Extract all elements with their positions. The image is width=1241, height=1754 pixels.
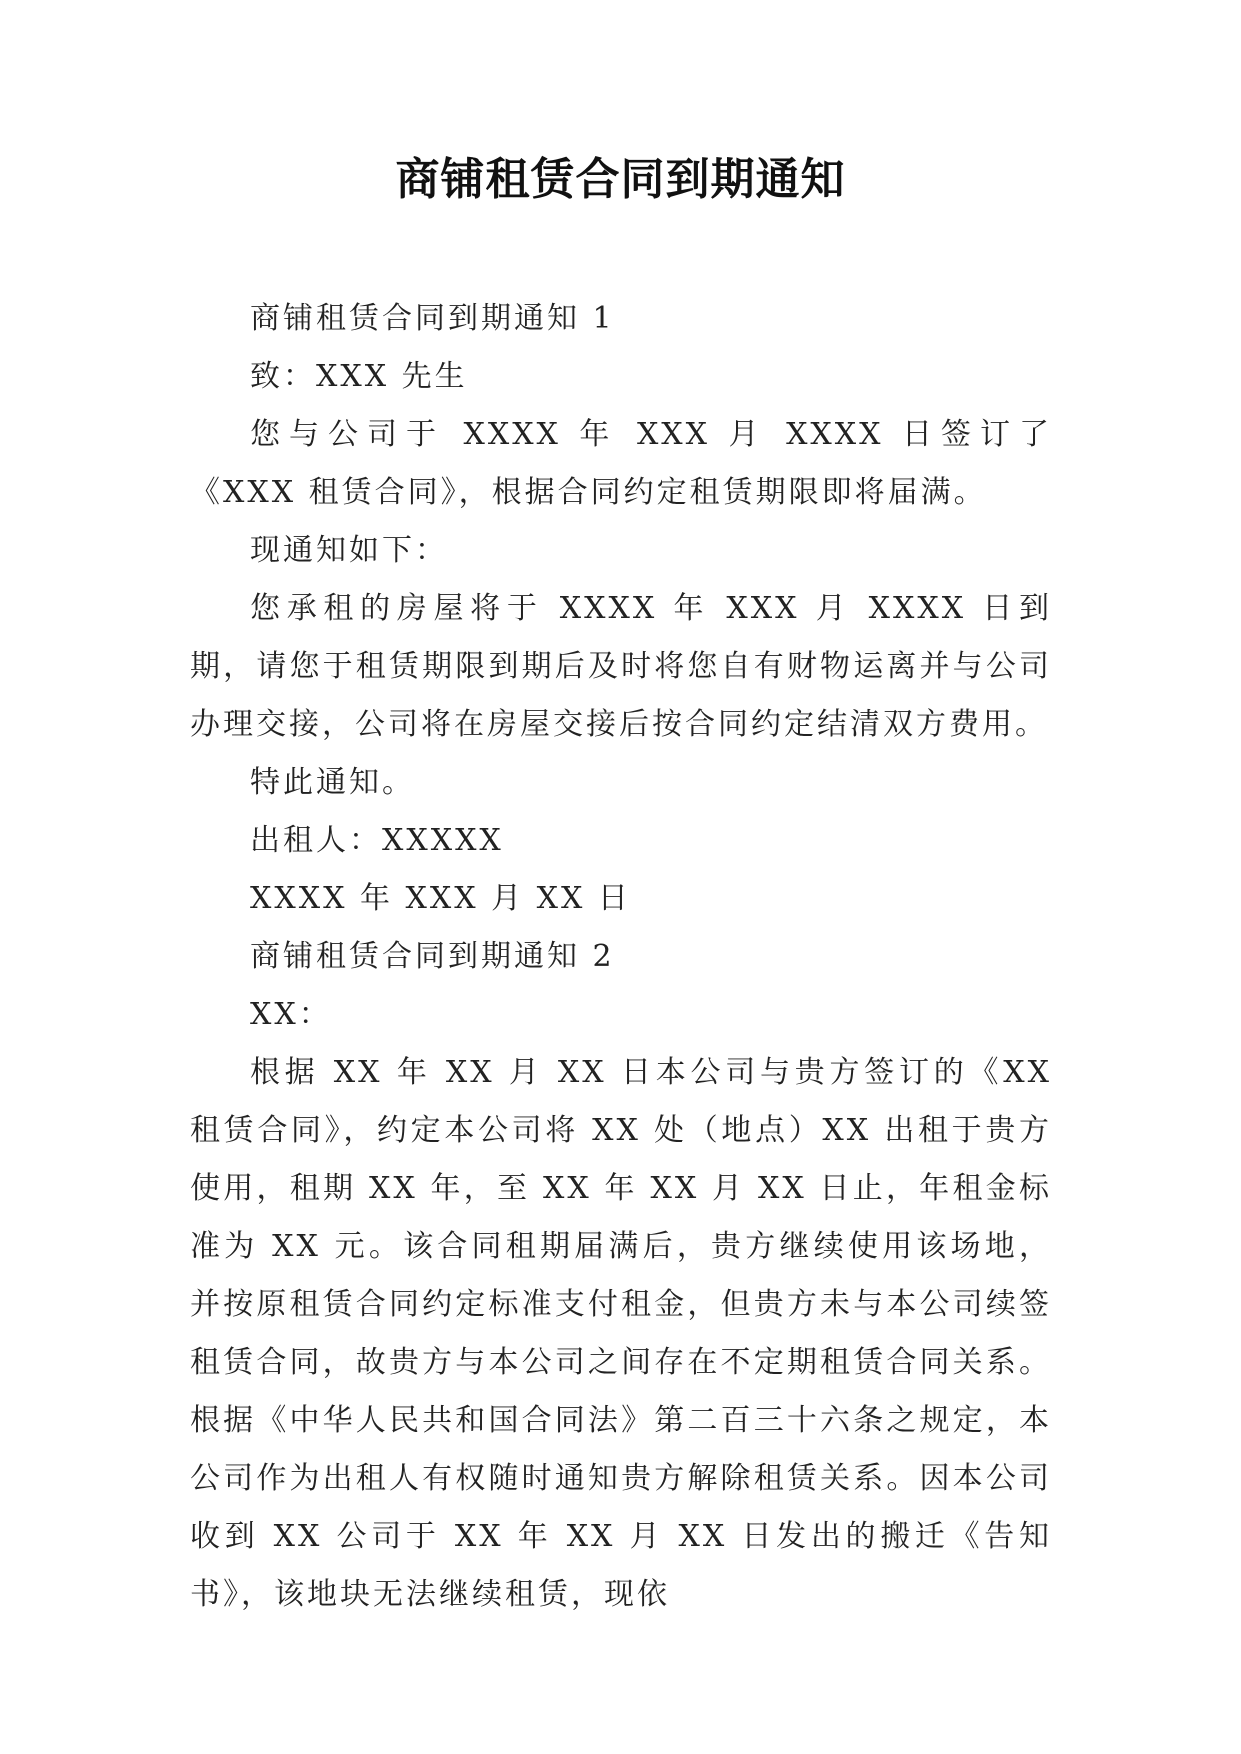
lessor-signature: 出租人：XXXXX	[250, 823, 504, 858]
notice-heading-2: 商铺租赁合同到期通知 2	[250, 939, 615, 974]
paragraph-expiry-details: 您承租的房屋将于 XXXX 年 XXX 月 XXXX 日到期，请您于租赁期限到期后及时将您自有财物运离并与公司办理交接，公司将在房屋交接后按合同约定结清双方费用。	[190, 591, 1052, 742]
notice-heading-1: 商铺租赁合同到期通知 1	[250, 301, 615, 336]
recipient-line-2: XX：	[250, 997, 332, 1032]
document-body	[190, 290, 1052, 1624]
document-title: 商铺租赁合同到期通知	[395, 154, 846, 205]
paragraph-notice-intro: 现通知如下：	[250, 533, 448, 568]
recipient-line: 致：XXX 先生	[250, 359, 468, 394]
paragraph-closing: 特此通知。	[250, 765, 415, 800]
paragraph-termination-details: 根据 XX 年 XX 月 XX 日本公司与贵方签订的《XX 租赁合同》，约定本公司将 XX 处（地点）XX 出租于贵方使用，租期 XX 年，至 XX 年 XX 月 XX 日止，年租金标准为 XX 元。该合同租期届满后，贵方继续使用该场地，并按原租赁合同约定标准支付租金，但贵方未与本公司续签租赁合同，故贵方与本公司之间存在不定期租赁合同关系。根据《中华人民共和国合同法》第二百三十六条之规定，本公司作为出租人有权随时通知贵方解除租赁关系。因本公司收到 XX 公司于 XX 年 XX 月 XX 日发出的搬迁《告知书》，该地块无法继续租赁，现依	[190, 1055, 1052, 1612]
signature-date: XXXX 年 XXX 月 XX 日	[250, 881, 631, 916]
paragraph-contract-info: 您与公司于 XXXX 年 XXX 月 XXXX 日签订了《XXX 租赁合同》，根据合同约定租赁期限即将届满。	[190, 417, 1052, 510]
